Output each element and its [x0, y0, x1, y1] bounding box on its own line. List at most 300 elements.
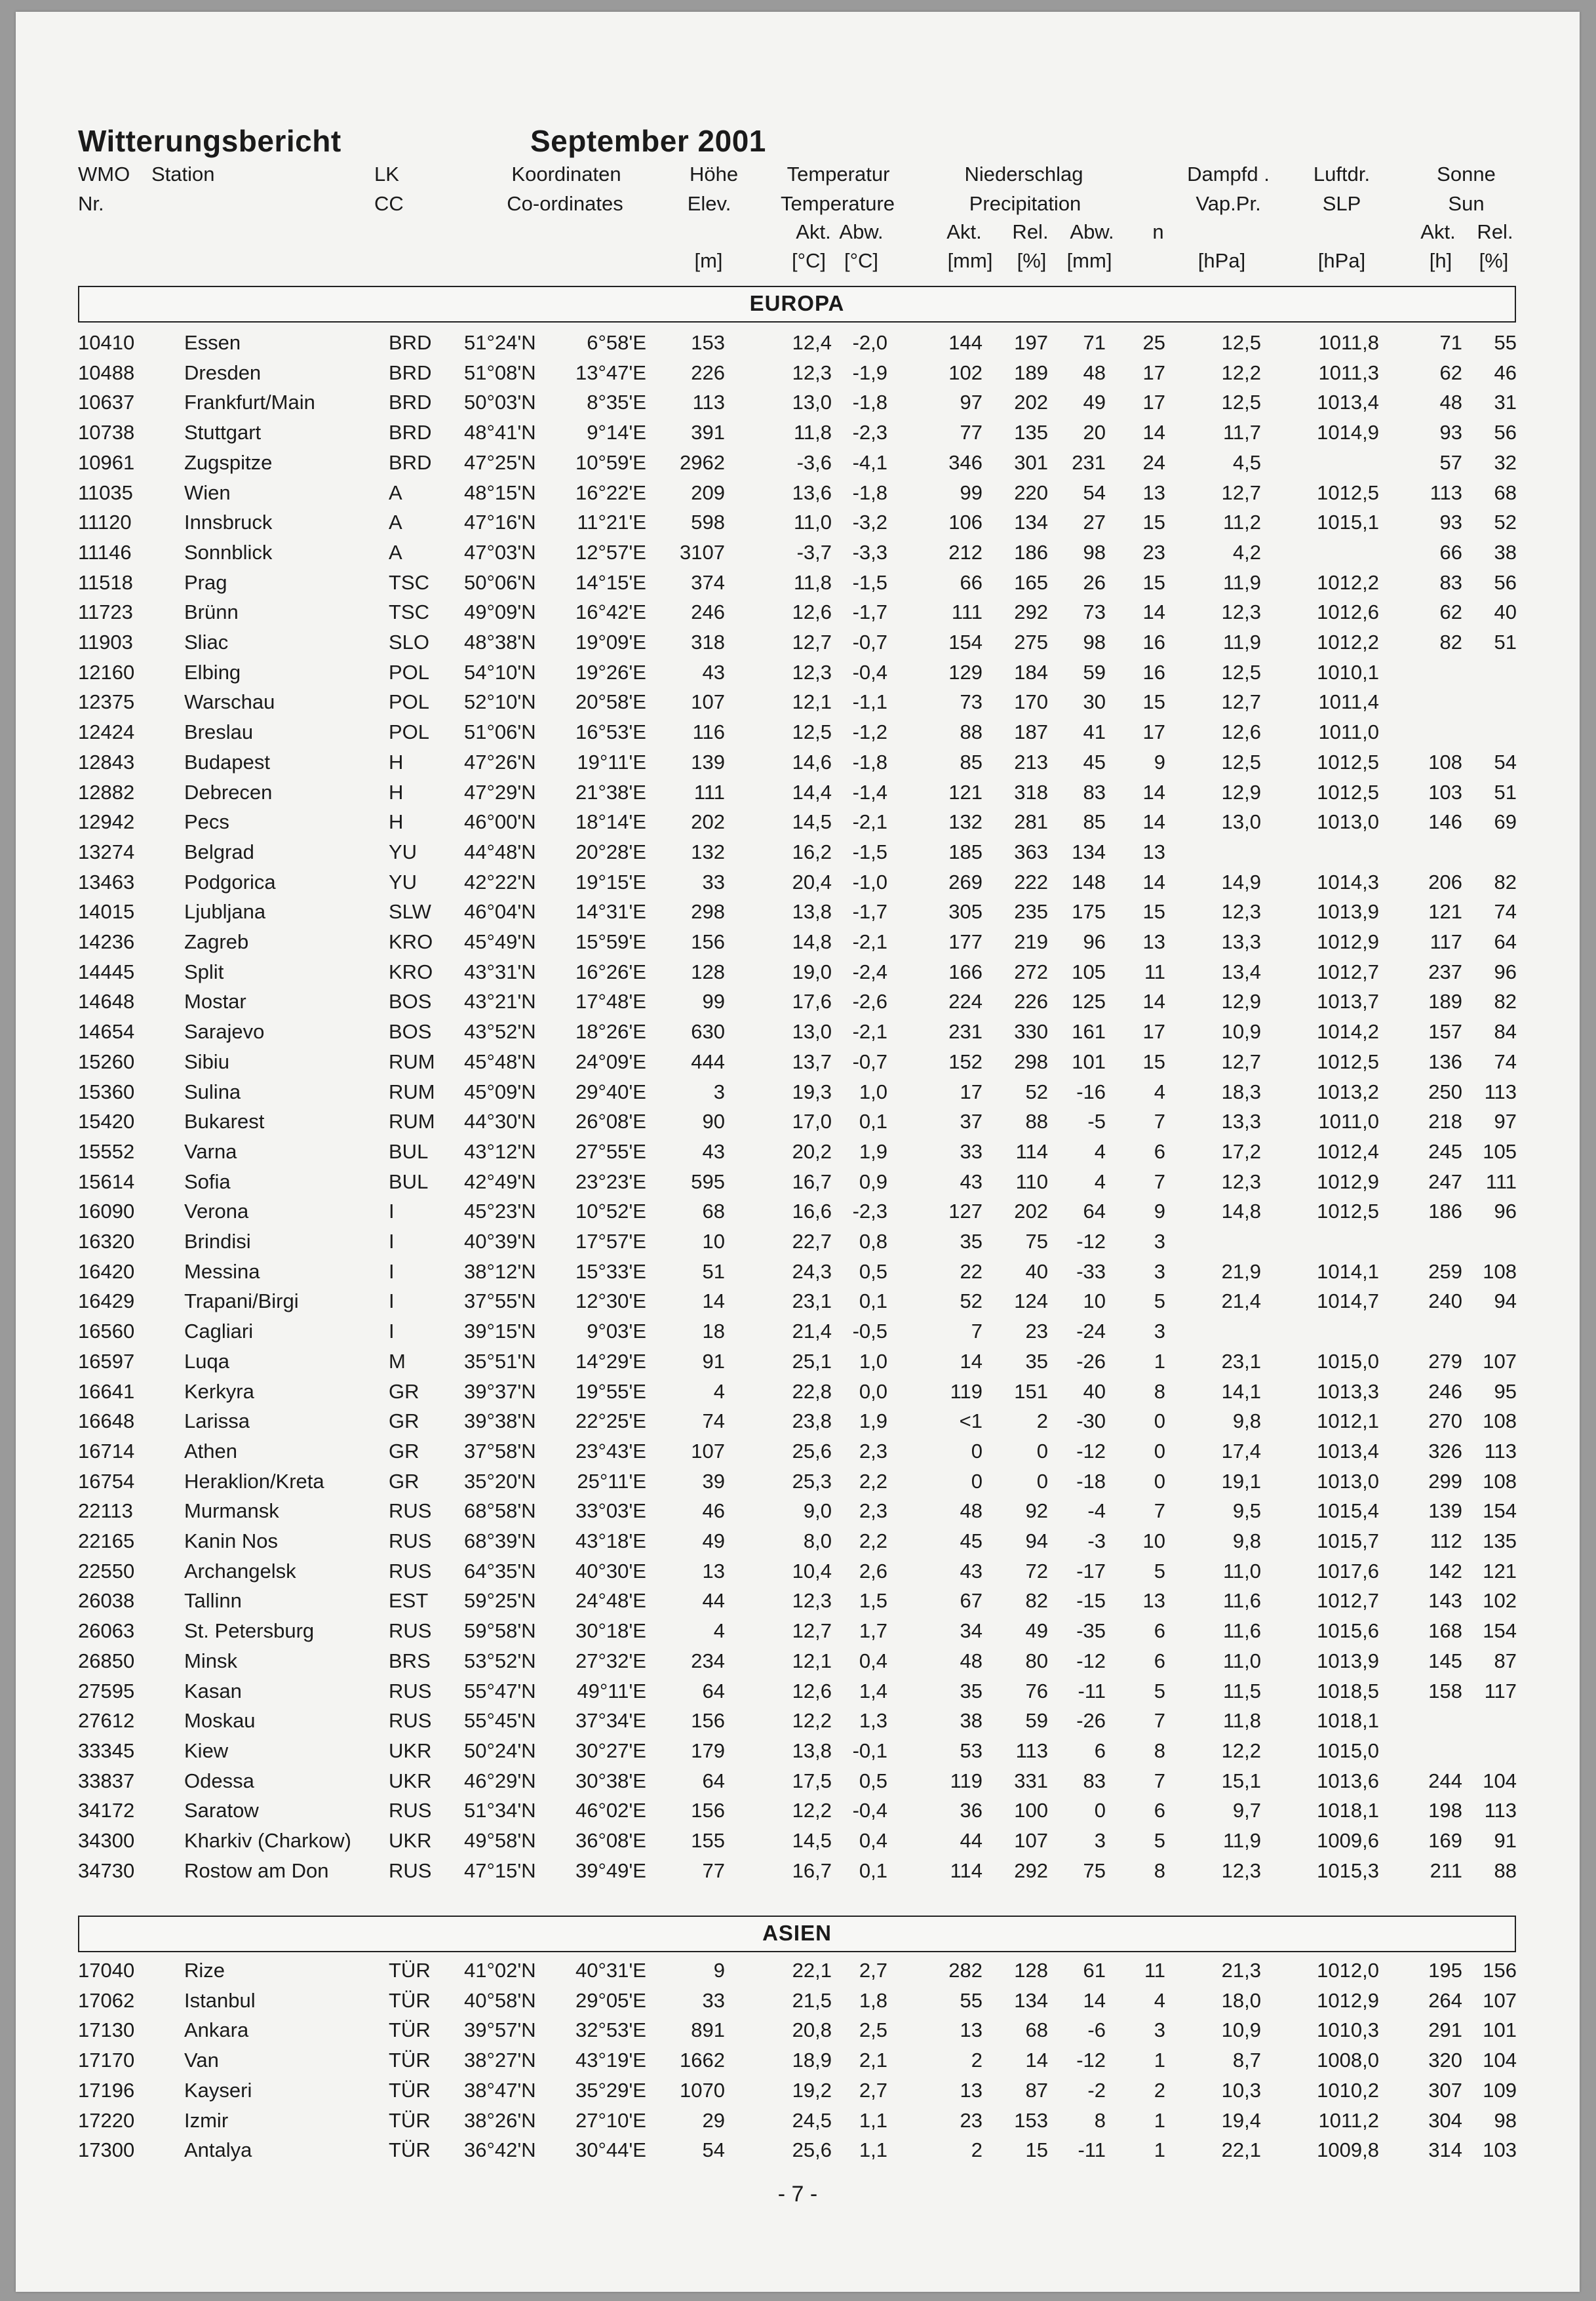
- station-name: Stuttgart: [184, 421, 262, 444]
- precip-rel: 134: [1014, 1988, 1048, 2012]
- elevation: 156: [691, 1799, 725, 1822]
- temp-abw: 2,5: [859, 2018, 887, 2042]
- latitude: 47°29'N: [464, 780, 536, 804]
- sun-rel: 91: [1494, 1829, 1517, 1852]
- precip-days: 6: [1154, 1799, 1165, 1822]
- temp-akt: 12,1: [792, 690, 832, 714]
- header-precip-akt: Akt.: [946, 220, 982, 243]
- latitude: 55°47'N: [464, 1679, 536, 1702]
- temp-abw: -4,1: [852, 450, 887, 474]
- temp-akt: 22,8: [792, 1379, 832, 1403]
- latitude: 38°47'N: [464, 2078, 536, 2102]
- temp-akt: 21,5: [792, 1988, 832, 2012]
- wmo-number: 34300: [78, 1829, 135, 1852]
- longitude: 20°28'E: [575, 840, 646, 863]
- station-name: Messina: [184, 1259, 260, 1283]
- wmo-number: 27612: [78, 1709, 135, 1733]
- precip-akt: 52: [960, 1289, 983, 1313]
- precip-abw: 10: [1083, 1289, 1106, 1313]
- temp-akt: 14,5: [792, 1829, 832, 1852]
- precip-abw: -6: [1087, 2018, 1106, 2042]
- precip-abw: 61: [1083, 1959, 1106, 1982]
- sun-hours: 279: [1428, 1349, 1462, 1373]
- sea-level-pressure: 1018,5: [1317, 1679, 1379, 1702]
- precip-days: 3: [1154, 1230, 1165, 1253]
- temp-akt: 17,6: [792, 990, 832, 1013]
- temp-abw: -0,5: [852, 1320, 887, 1343]
- sun-rel: 74: [1494, 1050, 1517, 1073]
- sun-hours: 62: [1439, 600, 1462, 624]
- longitude: 30°18'E: [575, 1619, 646, 1643]
- precip-rel: 124: [1014, 1289, 1048, 1313]
- table-row: [16, 1107, 1580, 1137]
- station-name: Budapest: [184, 750, 270, 774]
- precip-days: 16: [1142, 631, 1165, 654]
- station-name: Mostar: [184, 990, 246, 1013]
- precip-akt: 144: [948, 331, 983, 354]
- table-row: [16, 717, 1580, 747]
- precip-rel: 134: [1014, 511, 1048, 534]
- station-name: Ankara: [184, 2018, 249, 2042]
- precip-abw: -3: [1087, 1529, 1106, 1552]
- sun-hours: 291: [1428, 2018, 1462, 2042]
- header-sun-unit-rel: [%]: [1479, 249, 1509, 272]
- elevation: 33: [702, 870, 725, 894]
- temp-abw: -1,8: [852, 750, 887, 774]
- vapour-pressure: 11,6: [1222, 1589, 1261, 1613]
- latitude: 48°15'N: [464, 481, 536, 504]
- precip-rel: 40: [1025, 1259, 1048, 1283]
- precip-akt: <1: [959, 1409, 983, 1433]
- station-name: Odessa: [184, 1769, 254, 1792]
- latitude: 46°04'N: [464, 900, 536, 924]
- wmo-number: 16754: [78, 1469, 135, 1493]
- wmo-number: 12424: [78, 720, 135, 744]
- table-row: [16, 957, 1580, 987]
- wmo-number: 14445: [78, 960, 135, 983]
- longitude: 24°48'E: [575, 1589, 646, 1613]
- temp-akt: 12,3: [792, 1589, 832, 1613]
- precip-days: 3: [1154, 2018, 1165, 2042]
- temp-akt: 13,7: [792, 1050, 832, 1073]
- temp-akt: 19,2: [792, 2078, 832, 2102]
- header-wmo: WMO: [78, 163, 130, 186]
- precip-rel: 281: [1014, 810, 1048, 834]
- sun-hours: 145: [1428, 1649, 1462, 1672]
- temp-akt: 14,6: [792, 750, 832, 774]
- station-name: Ljubljana: [184, 900, 266, 924]
- table-row: [16, 597, 1580, 627]
- precip-akt: 33: [960, 1139, 983, 1163]
- table-row: [16, 1137, 1580, 1167]
- wmo-number: 17300: [78, 2138, 135, 2162]
- wmo-number: 22550: [78, 1559, 135, 1583]
- sun-rel: 104: [1483, 1769, 1517, 1792]
- section-header-europa: [78, 286, 1516, 323]
- longitude: 30°27'E: [575, 1739, 646, 1762]
- vapour-pressure: 9,8: [1232, 1409, 1261, 1433]
- precip-akt: 0: [971, 1469, 983, 1493]
- temp-abw: 1,8: [859, 1988, 887, 2012]
- country-code: BRD: [389, 421, 432, 444]
- latitude: 48°41'N: [464, 421, 536, 444]
- sun-hours: 244: [1428, 1769, 1462, 1792]
- sea-level-pressure: 1013,9: [1317, 1649, 1379, 1672]
- temp-abw: -1,8: [852, 481, 887, 504]
- sun-hours: 139: [1428, 1499, 1462, 1523]
- temp-akt: 12,6: [792, 600, 832, 624]
- table-row: [16, 1347, 1580, 1377]
- sea-level-pressure: 1018,1: [1317, 1799, 1379, 1822]
- sea-level-pressure: 1015,6: [1317, 1619, 1379, 1643]
- longitude: 23°43'E: [575, 1439, 646, 1463]
- table-row: [16, 1526, 1580, 1556]
- country-code: YU: [389, 840, 418, 863]
- header-vap-pr: Vap.Pr.: [1196, 192, 1261, 215]
- precip-days: 4: [1154, 1988, 1165, 2012]
- longitude: 43°18'E: [575, 1529, 646, 1552]
- latitude: 43°31'N: [464, 960, 536, 983]
- wmo-number: 11035: [78, 481, 133, 504]
- temp-akt: 13,8: [792, 1739, 832, 1762]
- country-code: TSC: [389, 570, 429, 594]
- precip-days: 3: [1154, 1320, 1165, 1343]
- temp-abw: 1,1: [859, 2138, 887, 2162]
- latitude: 39°15'N: [464, 1320, 536, 1343]
- precip-days: 16: [1142, 660, 1165, 684]
- table-row: [16, 777, 1580, 808]
- station-name: Kerkyra: [184, 1379, 254, 1403]
- country-code: BRD: [389, 391, 432, 414]
- country-code: I: [389, 1259, 395, 1283]
- header-temp-unit-akt: [°C]: [791, 249, 827, 272]
- precip-abw: 64: [1083, 1200, 1106, 1223]
- sun-hours: 117: [1430, 930, 1462, 953]
- vapour-pressure: 11,7: [1222, 421, 1261, 444]
- vapour-pressure: 12,3: [1221, 1858, 1261, 1882]
- precip-days: 0: [1154, 1469, 1165, 1493]
- temp-abw: -1,7: [852, 600, 887, 624]
- elevation: 595: [691, 1170, 725, 1193]
- longitude: 43°19'E: [575, 2049, 646, 2072]
- elevation: 13: [702, 1559, 725, 1583]
- sun-rel: 55: [1494, 331, 1517, 354]
- temp-abw: 2,7: [859, 2078, 887, 2102]
- sun-hours: 314: [1428, 2138, 1462, 2162]
- sea-level-pressure: 1011,0: [1318, 1110, 1379, 1133]
- table-row: [16, 2045, 1580, 2075]
- latitude: 47°26'N: [464, 750, 536, 774]
- precip-rel: 219: [1014, 930, 1048, 953]
- temp-akt: 18,9: [792, 2049, 832, 2072]
- country-code: SLO: [389, 631, 430, 654]
- precip-akt: 37: [960, 1110, 983, 1133]
- precip-days: 1: [1154, 1349, 1165, 1373]
- country-code: YU: [389, 870, 418, 894]
- precip-abw: -12: [1076, 1439, 1106, 1463]
- longitude: 29°40'E: [575, 1080, 646, 1103]
- precip-days: 13: [1142, 840, 1165, 863]
- precip-rel: 275: [1014, 631, 1048, 654]
- table-row: [16, 747, 1580, 777]
- precip-abw: 6: [1094, 1739, 1106, 1762]
- vapour-pressure: 12,5: [1221, 331, 1261, 354]
- wmo-number: 11120: [78, 511, 132, 534]
- precip-days: 14: [1142, 421, 1165, 444]
- station-name: Bukarest: [184, 1110, 265, 1133]
- vapour-pressure: 12,7: [1221, 690, 1261, 714]
- station-name: Luqa: [184, 1349, 229, 1373]
- sun-rel: 108: [1483, 1469, 1517, 1493]
- precip-rel: 292: [1014, 1858, 1048, 1882]
- country-code: RUM: [389, 1080, 435, 1103]
- table-row: [16, 1556, 1580, 1586]
- table-row: [16, 478, 1580, 508]
- wmo-number: 33345: [78, 1739, 135, 1762]
- temp-akt: 12,2: [792, 1799, 832, 1822]
- sun-rel: 64: [1494, 930, 1517, 953]
- longitude: 16°53'E: [575, 720, 646, 744]
- longitude: 24°09'E: [575, 1050, 646, 1073]
- temp-akt: 20,4: [792, 870, 832, 894]
- latitude: 48°38'N: [464, 631, 536, 654]
- precip-rel: 153: [1014, 2108, 1048, 2132]
- wmo-number: 11518: [78, 570, 133, 594]
- sun-hours: 211: [1430, 1858, 1462, 1882]
- vapour-pressure: 12,2: [1221, 361, 1261, 384]
- country-code: UKR: [389, 1739, 432, 1762]
- temp-abw: -2,1: [852, 1020, 887, 1044]
- country-code: H: [389, 810, 404, 834]
- longitude: 14°31'E: [575, 900, 646, 924]
- precip-rel: 220: [1014, 481, 1048, 504]
- latitude: 54°10'N: [464, 660, 536, 684]
- temp-abw: -2,1: [852, 930, 887, 953]
- country-code: RUS: [389, 1529, 432, 1552]
- country-code: UKR: [389, 1769, 432, 1792]
- sun-hours: 195: [1428, 1959, 1462, 1982]
- wmo-number: 11146: [78, 540, 132, 564]
- country-code: BUL: [389, 1139, 429, 1163]
- sea-level-pressure: 1014,3: [1317, 870, 1379, 894]
- vapour-pressure: 10,9: [1221, 1020, 1261, 1044]
- table-row: [16, 867, 1580, 897]
- vapour-pressure: 11,0: [1222, 1649, 1261, 1672]
- wmo-number: 10961: [78, 450, 135, 474]
- precip-abw: 3: [1094, 1829, 1106, 1852]
- precip-akt: 35: [960, 1230, 983, 1253]
- precip-rel: 226: [1014, 990, 1048, 1013]
- table-row: [16, 448, 1580, 478]
- elevation: 4: [713, 1619, 725, 1643]
- latitude: 46°29'N: [464, 1769, 536, 1792]
- wmo-number: 10637: [78, 391, 135, 414]
- temp-akt: 11,8: [793, 570, 832, 594]
- temp-abw: 1,5: [859, 1589, 887, 1613]
- country-code: RUS: [389, 1499, 432, 1523]
- temp-abw: 2,6: [859, 1559, 887, 1583]
- sun-hours: 270: [1428, 1409, 1462, 1433]
- precip-abw: 4: [1094, 1170, 1106, 1193]
- sun-rel: 51: [1494, 631, 1517, 654]
- elevation: 39: [702, 1469, 725, 1493]
- precip-abw: -11: [1078, 1679, 1106, 1702]
- header-precip: Niederschlag: [964, 163, 1083, 186]
- sun-hours: 237: [1428, 960, 1462, 983]
- precip-days: 0: [1154, 1439, 1165, 1463]
- wmo-number: 10488: [78, 361, 135, 384]
- precip-rel: 23: [1025, 1320, 1048, 1343]
- sun-hours: 136: [1428, 1050, 1462, 1073]
- table-row: [16, 1986, 1580, 2016]
- latitude: 55°45'N: [464, 1709, 536, 1733]
- longitude: 40°30'E: [575, 1559, 646, 1583]
- vapour-pressure: 9,8: [1232, 1529, 1261, 1552]
- elevation: 156: [691, 930, 725, 953]
- station-name: Sarajevo: [184, 1020, 265, 1044]
- longitude: 15°33'E: [575, 1259, 646, 1283]
- vapour-pressure: 14,8: [1221, 1200, 1261, 1223]
- longitude: 23°23'E: [575, 1170, 646, 1193]
- sea-level-pressure: 1013,0: [1317, 810, 1379, 834]
- table-row: [16, 418, 1580, 448]
- elevation: 391: [691, 421, 725, 444]
- latitude: 39°37'N: [464, 1379, 536, 1403]
- temp-akt: 17,5: [792, 1769, 832, 1792]
- temp-abw: 2,1: [859, 2049, 887, 2072]
- sea-level-pressure: 1015,1: [1317, 511, 1379, 534]
- temp-abw: -1,7: [852, 900, 887, 924]
- country-code: TÜR: [389, 2018, 431, 2042]
- temp-abw: 0,5: [859, 1769, 887, 1792]
- elevation: 179: [691, 1739, 725, 1762]
- station-name: Archangelsk: [184, 1559, 296, 1583]
- elevation: 155: [691, 1829, 725, 1852]
- precip-akt: 282: [948, 1959, 983, 1982]
- temp-abw: 0,4: [859, 1649, 887, 1672]
- country-code: BOS: [389, 990, 432, 1013]
- country-code: TÜR: [389, 2049, 431, 2072]
- precip-days: 7: [1154, 1709, 1165, 1733]
- latitude: 35°20'N: [464, 1469, 536, 1493]
- sea-level-pressure: 1012,0: [1317, 1959, 1379, 1982]
- temp-akt: 19,3: [792, 1080, 832, 1103]
- elevation: 43: [702, 660, 725, 684]
- wmo-number: 10738: [78, 421, 135, 444]
- sea-level-pressure: 1014,2: [1317, 1020, 1379, 1044]
- station-name: Murmansk: [184, 1499, 279, 1523]
- wmo-number: 17170: [78, 2049, 135, 2072]
- precip-akt: 34: [960, 1619, 983, 1643]
- sea-level-pressure: 1011,4: [1318, 690, 1379, 714]
- temp-abw: -1,5: [852, 570, 887, 594]
- wmo-number: 34730: [78, 1858, 135, 1882]
- sea-level-pressure: 1014,7: [1317, 1289, 1379, 1313]
- temp-abw: 0,1: [859, 1858, 887, 1882]
- longitude: 11°21'E: [577, 511, 646, 534]
- longitude: 29°05'E: [575, 1988, 646, 2012]
- sun-rel: 111: [1485, 1170, 1517, 1193]
- sun-hours: 245: [1428, 1139, 1462, 1163]
- precip-akt: 35: [960, 1679, 983, 1702]
- temp-abw: 2,3: [859, 1499, 887, 1523]
- temp-akt: 11,8: [793, 421, 832, 444]
- temp-abw: -1,5: [852, 840, 887, 863]
- latitude: 50°24'N: [464, 1739, 536, 1762]
- precip-days: 25: [1142, 331, 1165, 354]
- latitude: 53°52'N: [464, 1649, 536, 1672]
- sea-level-pressure: 1012,2: [1317, 570, 1379, 594]
- elevation: 44: [702, 1589, 725, 1613]
- longitude: 18°14'E: [575, 810, 646, 834]
- wmo-number: 12375: [78, 690, 135, 714]
- temp-abw: -2,3: [852, 421, 887, 444]
- wmo-number: 13463: [78, 870, 135, 894]
- sun-hours: 62: [1439, 361, 1462, 384]
- sun-hours: 189: [1428, 990, 1462, 1013]
- latitude: 68°58'N: [464, 1499, 536, 1523]
- temp-abw: -2,6: [852, 990, 887, 1013]
- precip-abw: 14: [1083, 1988, 1106, 2012]
- longitude: 35°29'E: [575, 2078, 646, 2102]
- temp-abw: 1,9: [859, 1139, 887, 1163]
- precip-abw: -16: [1076, 1080, 1106, 1103]
- wmo-number: 14015: [78, 900, 135, 924]
- country-code: RUS: [389, 1799, 432, 1822]
- table-row: [16, 987, 1580, 1017]
- temp-abw: 2,2: [859, 1469, 887, 1493]
- vapour-pressure: 12,5: [1221, 660, 1261, 684]
- precip-abw: 8: [1094, 2108, 1106, 2132]
- sun-rel: 135: [1483, 1529, 1517, 1552]
- precip-rel: 213: [1014, 750, 1048, 774]
- sun-rel: 31: [1494, 391, 1517, 414]
- temp-abw: -3,3: [852, 540, 887, 564]
- precip-akt: 121: [948, 780, 983, 804]
- sun-hours: 246: [1428, 1379, 1462, 1403]
- sea-level-pressure: 1011,2: [1318, 2108, 1379, 2132]
- elevation: 374: [691, 570, 725, 594]
- precip-rel: 0: [1036, 1469, 1048, 1493]
- section-header-asien: [78, 1916, 1516, 1952]
- sea-level-pressure: 1013,9: [1317, 900, 1379, 924]
- vapour-pressure: 21,3: [1221, 1959, 1261, 1982]
- sun-rel: 74: [1494, 900, 1517, 924]
- precip-rel: 298: [1014, 1050, 1048, 1073]
- temp-abw: -1,1: [852, 690, 887, 714]
- longitude: 16°26'E: [575, 960, 646, 983]
- precip-rel: 202: [1014, 1200, 1048, 1223]
- country-code: GR: [389, 1379, 419, 1403]
- vapour-pressure: 14,9: [1221, 870, 1261, 894]
- elevation: 33: [702, 1988, 725, 2012]
- latitude: 51°06'N: [464, 720, 536, 744]
- sea-level-pressure: 1013,0: [1317, 1469, 1379, 1493]
- station-name: Belgrad: [184, 840, 254, 863]
- station-name: Verona: [184, 1200, 249, 1223]
- elevation: 444: [691, 1050, 725, 1073]
- section-label: EUROPA: [749, 291, 845, 315]
- country-code: GR: [389, 1409, 419, 1433]
- precip-rel: 318: [1014, 780, 1048, 804]
- country-code: RUM: [389, 1050, 435, 1073]
- precip-akt: 22: [960, 1259, 983, 1283]
- station-name: Sofia: [184, 1170, 231, 1193]
- precip-abw: 231: [1072, 450, 1106, 474]
- latitude: 40°39'N: [464, 1230, 536, 1253]
- precip-rel: 184: [1014, 660, 1048, 684]
- sun-hours: 93: [1439, 421, 1462, 444]
